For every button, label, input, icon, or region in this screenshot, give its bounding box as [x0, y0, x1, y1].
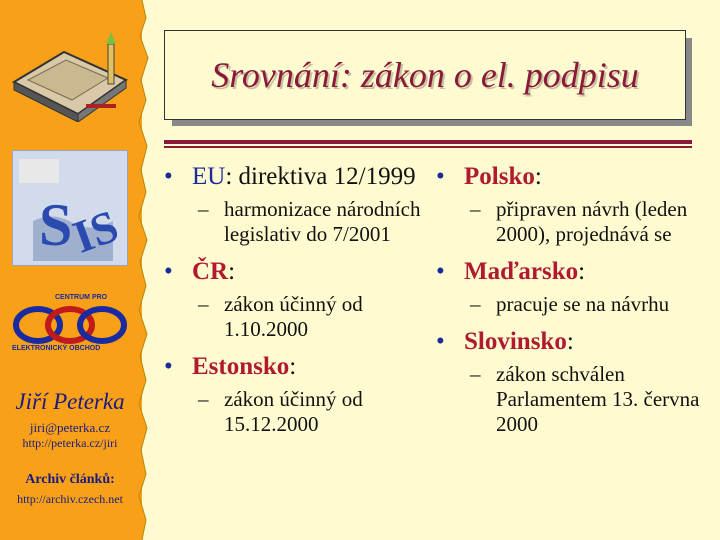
bullet-slovinsko — [432, 327, 714, 356]
logo-top-text: CENTRUM PRO — [55, 294, 108, 301]
sub-slovinsko: – zákon schválen Parlamentem 13. června 2000 — [470, 362, 700, 436]
euro-logo-icon — [12, 150, 128, 266]
slovinsko-label: Slovinsko — [464, 328, 567, 355]
slovinsko-sub-text: zákon schválen Parlamentem 13. června 2000 — [496, 362, 700, 436]
bullet-estonsko — [160, 352, 422, 381]
bullet-dot: • — [164, 163, 173, 190]
title-box — [164, 30, 686, 120]
sub-eu: – harmonizace národních legislativ do 7/2001 — [198, 197, 421, 246]
bullet-madarsko — [432, 257, 714, 286]
estonsko-sub-text: zákon účinný od 15.12.2000 — [224, 387, 363, 436]
eu-label: EU — [192, 163, 226, 190]
svg-text:IS: IS — [66, 199, 125, 263]
madarsko-sub-text: pracuje se na návrhu — [496, 292, 670, 316]
logo-bottom-text: ELEKTRONICKÝ OBCHOD — [12, 345, 101, 352]
slide-title: Srovnání: zákon o el. podpisu — [211, 55, 639, 95]
modem-icon — [8, 30, 132, 122]
archive-label: Archiv článků: — [25, 472, 115, 487]
eu-sub-text: harmonizace národních legislativ do 7/2001 — [224, 197, 421, 246]
cr-sub-text: zákon účinný od 1.10.2000 — [224, 292, 363, 341]
author-name: Jiří Peterka — [15, 389, 125, 414]
madarsko-label: Maďarsko — [464, 258, 579, 285]
cr-label: ČR — [192, 258, 229, 285]
bullet-dot: • — [436, 328, 445, 355]
bullet-dot: • — [436, 258, 445, 285]
estonsko-text: : — [289, 353, 297, 380]
polsko-label: Polsko — [464, 163, 535, 190]
title-rule-thin — [164, 146, 692, 148]
left-column — [160, 162, 422, 447]
author-email: jiri@peterka.cz — [29, 420, 111, 435]
svg-text:S: S — [39, 192, 73, 258]
title-rule-thick — [164, 140, 692, 144]
author-url: http://peterka.cz/jiri — [22, 436, 118, 450]
bullet-dot: • — [436, 163, 445, 190]
polsko-sub-text: připraven návrh (leden 2000), projednává se — [496, 197, 688, 246]
polsko-text: : — [534, 163, 542, 190]
cr-text: : — [228, 258, 236, 285]
sub-polsko: – připraven návrh (leden 2000), projednává se — [470, 197, 688, 246]
sub-estonsko: – zákon účinný od 15.12.2000 — [198, 387, 363, 436]
eu-text: : direktiva 12/1999 — [225, 163, 416, 190]
estonsko-label: Estonsko — [192, 353, 290, 380]
bullet-polsko — [432, 162, 714, 191]
slovinsko-text: : — [566, 328, 574, 355]
sub-cr: – zákon účinný od 1.10.2000 — [198, 292, 363, 341]
bullet-dot: • — [164, 353, 173, 380]
sub-madarsko: – pracuje se na návrhu — [470, 292, 670, 316]
right-column — [432, 162, 714, 447]
bullet-dot: • — [164, 258, 173, 285]
bullet-cr — [160, 257, 422, 286]
archive-url: http://archiv.czech.net — [17, 492, 123, 506]
madarsko-text: : — [578, 258, 586, 285]
bullet-eu — [160, 162, 422, 191]
